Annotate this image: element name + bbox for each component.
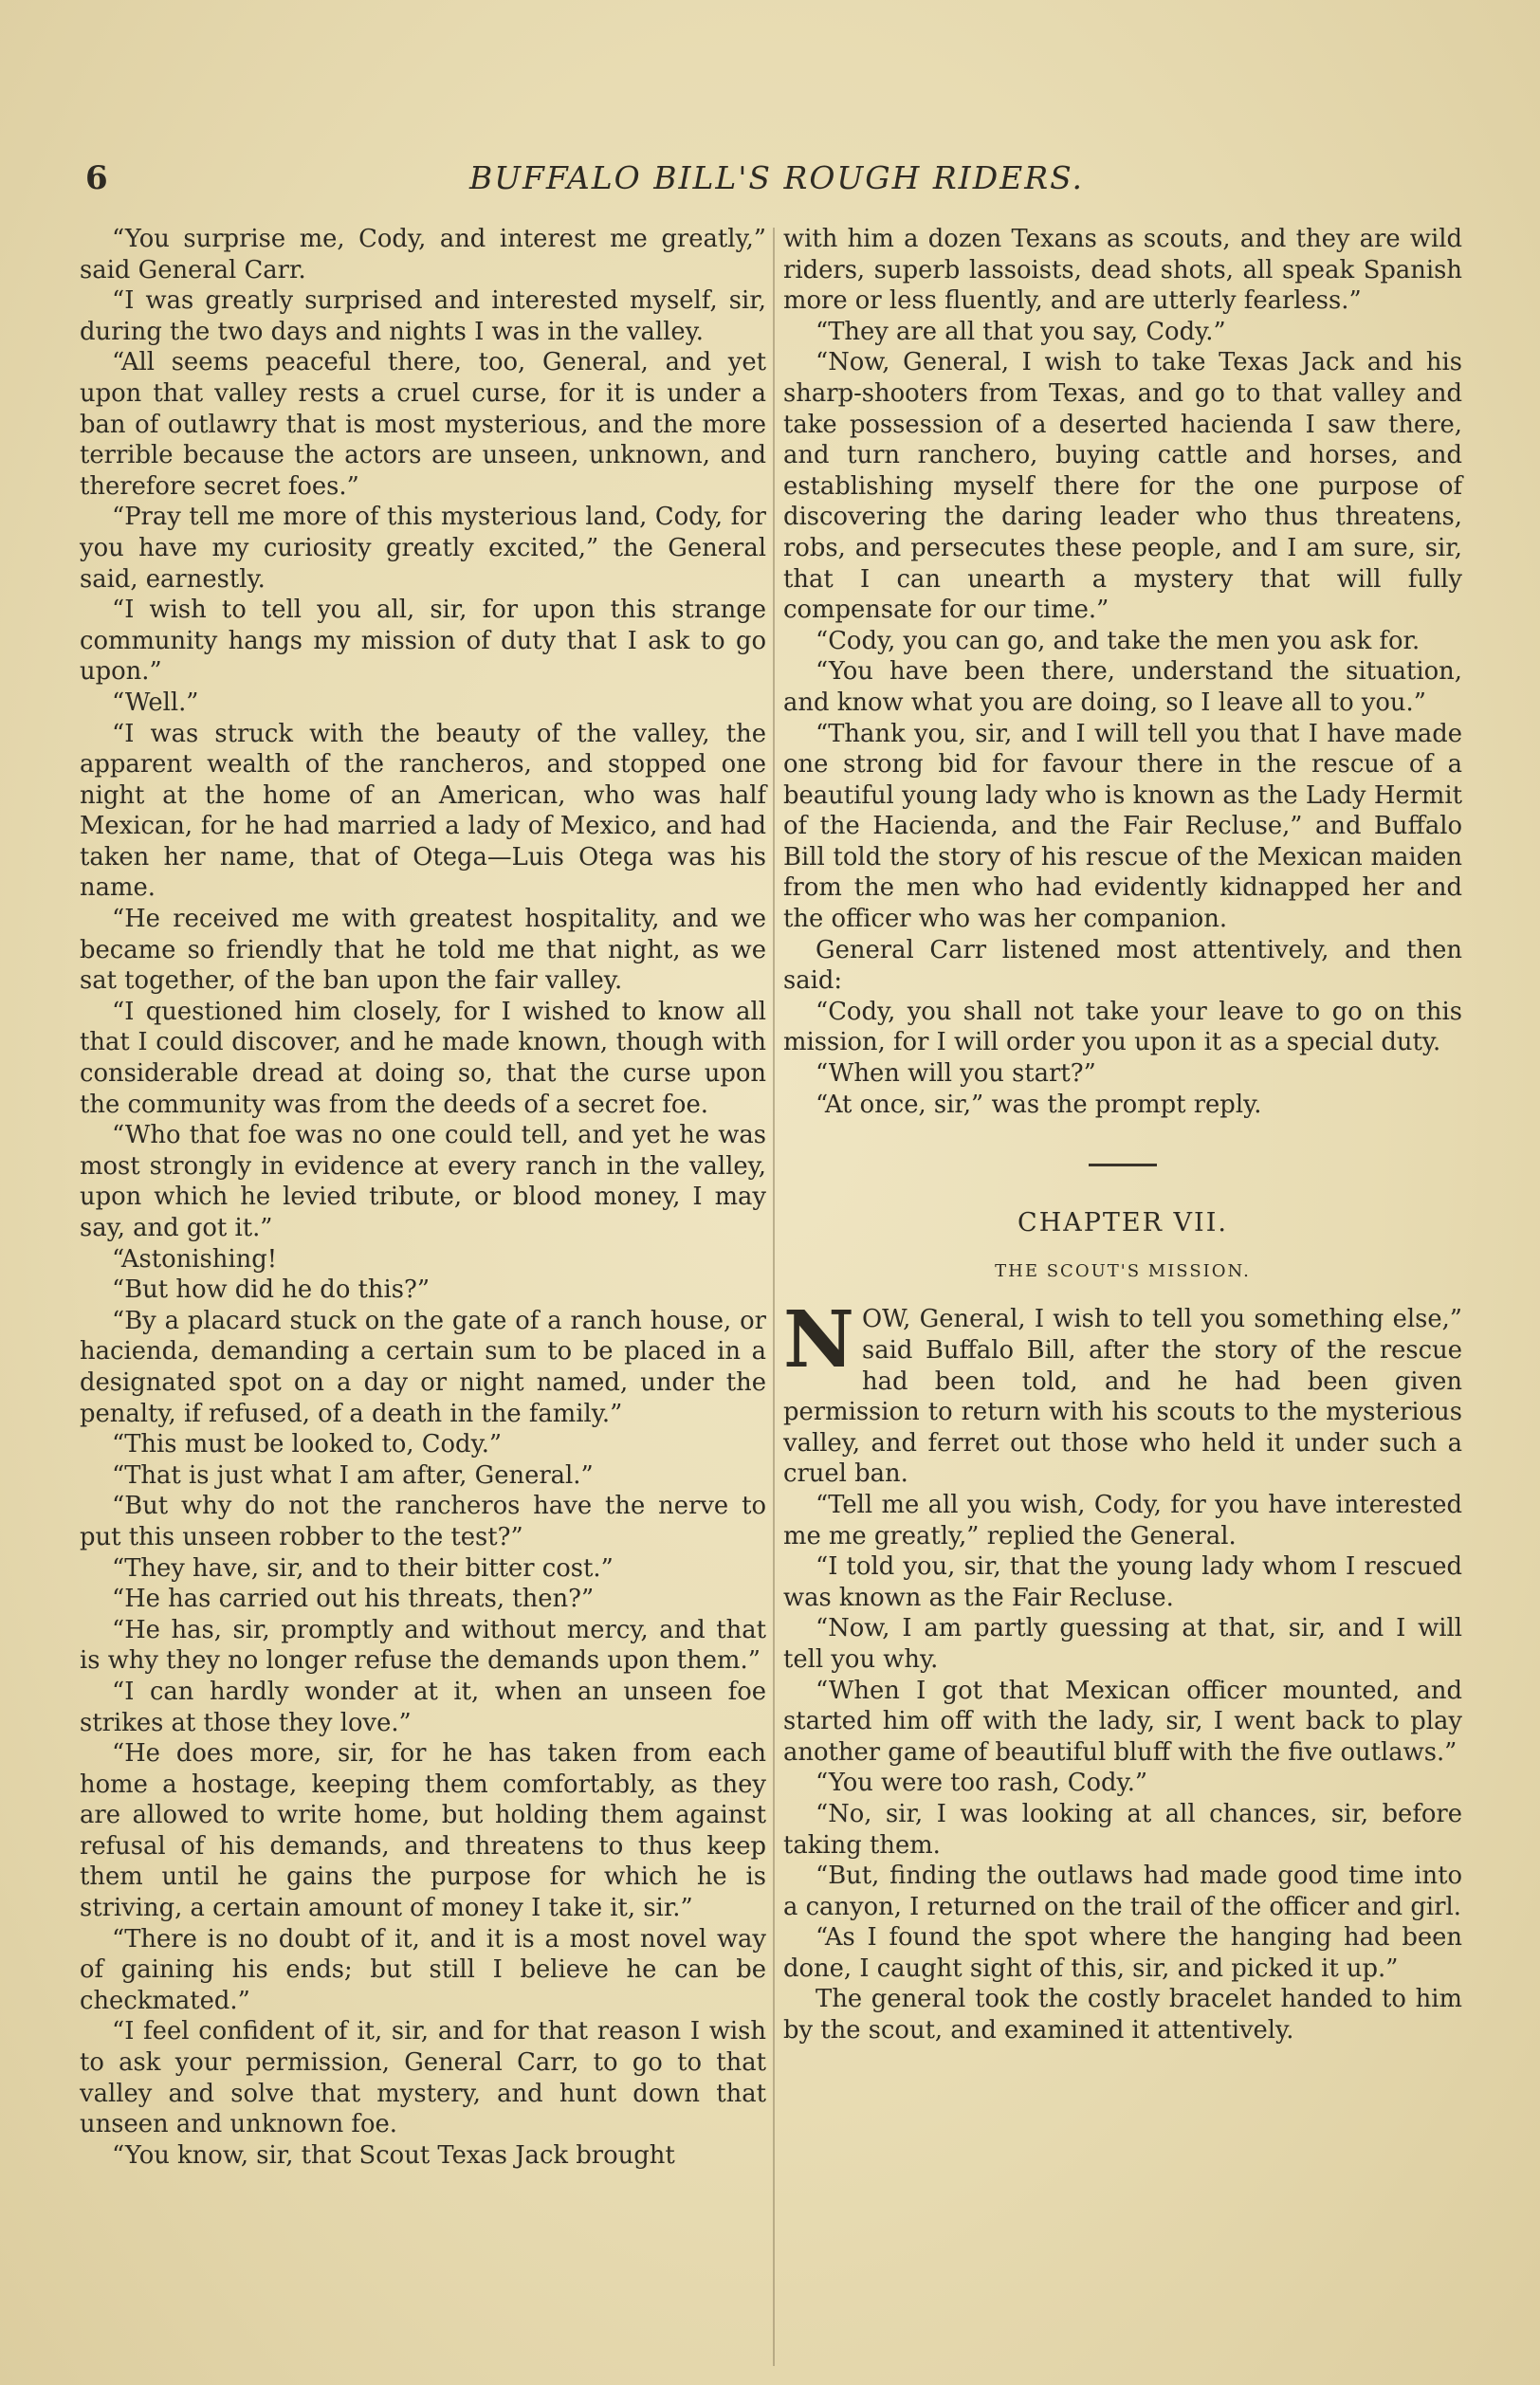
- page-number: 6: [85, 159, 108, 197]
- column-divider: [773, 228, 775, 2366]
- paragraph: “I can hardly wonder at it, when an unseen foe strikes at those they love.”: [80, 1677, 766, 1737]
- paragraph: “I questioned him closely, for I wished to know all that I could discover, and he made known, though with considerable dread at doing so, that the curse upon the community was from the deeds of a secret foe.: [80, 997, 766, 1119]
- paragraph: “At once, sir,” was the prompt reply.: [816, 1090, 1262, 1119]
- paragraph: “I told you, sir, that the young lady whom I rescued was known as the Fair Recluse.: [783, 1552, 1462, 1612]
- paragraph: “All seems peaceful there, too, General, and yet upon that valley rests a cruel curse, for it is under a ban of outlawry that is most mysterious, and the more terrible because the actors are unseen, unknown, and therefore secret foes.”: [80, 348, 766, 501]
- chapter-subtitle: THE SCOUT'S MISSION.: [995, 1260, 1251, 1281]
- left-column: [80, 224, 766, 2171]
- paragraph: “This must be looked to, Cody.”: [112, 1430, 503, 1459]
- chapter-opening-paragraph: [783, 1294, 1462, 1490]
- paragraph: “No, sir, I was looking at all chances, sir, before taking them.: [783, 1799, 1462, 1860]
- paragraph: “Thank you, sir, and I will tell you that I have made one strong bid for favour there in the rescue of a beautiful young lady who is known as the Lady Hermit of the Hacienda, and the Fair Recluse,” and Buffalo Bill told the story of his rescue of the Mexican maiden from the men who had evidently kidnapped her and the officer who was her companion.: [783, 719, 1462, 934]
- paragraph: “They are all that you say, Cody.”: [816, 317, 1226, 346]
- paragraph: “But, finding the outlaws had made good time into a canyon, I returned on the trail of the officer and girl.: [783, 1862, 1462, 1921]
- paragraph: “Well.”: [112, 688, 199, 717]
- paragraph: “Cody, you shall not take your leave to go on this mission, for I will order you upon it as a special duty.: [783, 997, 1462, 1057]
- paragraph: “When will you start?”: [816, 1059, 1096, 1089]
- page-header: [80, 159, 1474, 207]
- right-column: [783, 224, 1462, 2046]
- paragraph: “As I found the spot where the hanging had been done, I caught sight of this, sir, and picked it up.”: [783, 1923, 1462, 1983]
- section-divider: [1089, 1164, 1157, 1166]
- paragraph: “You surprise me, Cody, and interest me greatly,” said General Carr.: [80, 225, 766, 284]
- paragraph: “Pray tell me more of this mysterious land, Cody, for you have my curiosity greatly excited,” the General said, earnestly.: [80, 503, 766, 594]
- paragraph: “He received me with greatest hospitality, and we became so friendly that he told me that night, as we sat together, of the ban upon the fair valley.: [80, 905, 766, 996]
- paragraph: “I was greatly surprised and interested myself, sir, during the two days and nights I was in the valley.: [80, 286, 766, 346]
- paragraph: “I feel confident of it, sir, and for that reason I wish to ask your permission, General Carr, to go to that valley and solve that mystery, and hunt down that unseen and unknown foe.: [80, 2017, 766, 2139]
- paragraph: “But how did he do this?”: [112, 1275, 431, 1305]
- paragraph: “He does more, sir, for he has taken from each home a hostage, keeping them comfortably, as they are allowed to write home, but holding them against refusal of his demands, and threatens to thus keep them until he gains the purpose for which he is striving, a certain amount of money I take it, sir.”: [80, 1739, 766, 1923]
- paragraph: “There is no doubt of it, and it is a most novel way of gaining his ends; but still I believe he can be checkmated.”: [80, 1924, 766, 2015]
- paragraph: “He has carried out his threats, then?”: [112, 1585, 595, 1614]
- paragraph: “Now, General, I wish to take Texas Jack and his sharp-shooters from Texas, and go to that valley and take possession of a deserted hacienda I saw there, and turn ranchero, buying cattle and horses, and establishing myself there for the one purpose of discovering the daring leader who thus threatens, robs, and persecutes these people, and I am sure, sir, that I can unearth a mystery that will fully compensate for our time.”: [783, 348, 1462, 625]
- paragraph: “Cody, you can go, and take the men you ask for.: [816, 626, 1421, 655]
- paragraph: “Tell me all you wish, Cody, for you have interested me me greatly,” replied the General.: [783, 1490, 1462, 1550]
- paragraph: “Astonishing!: [112, 1244, 278, 1274]
- paragraph: “That is just what I am after, General.”: [112, 1460, 594, 1490]
- paragraph: “Who that foe was no one could tell, and yet he was most strongly in evidence at every ranch in the valley, upon which he levied tribute, or blood money, I may say, and got it.”: [80, 1121, 766, 1242]
- paragraph: “I wish to tell you all, sir, for upon this strange community hangs my mission of duty that I ask to go upon.”: [80, 596, 766, 687]
- paragraph: “You know, sir, that Scout Texas Jack brought: [112, 2140, 675, 2170]
- paragraph: “You were too rash, Cody.”: [816, 1769, 1148, 1798]
- paragraph: The general took the costly bracelet handed to him by the scout, and examined it attentively.: [783, 1985, 1462, 2046]
- paragraph: with him a dozen Texans as scouts, and they are wild riders, superb lassoists, dead shots, all speak Spanish more or less fluently, and are utterly fearless.”: [783, 225, 1462, 316]
- drop-cap-letter: N: [783, 1294, 854, 1386]
- paragraph: “I was struck with the beauty of the valley, the apparent wealth of the rancheros, and stopped one night at the home of an American, who was half Mexican, for he had married a lady of Mexico, and had taken her name, that of Otega—Luis Otega was his name.: [80, 719, 766, 903]
- paragraph: “Now, I am partly guessing at that, sir, and I will tell you why.: [783, 1614, 1462, 1674]
- paragraph: “By a placard stuck on the gate of a ranch house, or hacienda, demanding a certain sum to be placed in a designated spot on a day or night named, under the penalty, if refused, of a death in the family.”: [80, 1306, 766, 1428]
- chapter-opening-text: OW, General, I wish to tell you something else,” said Buffalo Bill, after the story of the rescue had been told, and he had been given permission to return with his scouts to the mysterious valley, and ferret out those who held it under such a cruel ban.: [783, 1305, 1462, 1489]
- chapter-heading: CHAPTER VII.: [1018, 1208, 1228, 1238]
- paragraph: “But why do not the rancheros have the nerve to put this unseen robber to the test?”: [80, 1492, 766, 1551]
- running-title: BUFFALO BILL'S ROUGH RIDERS.: [468, 159, 1085, 196]
- paragraph: “He has, sir, promptly and without mercy, and that is why they no longer refuse the demands upon them.”: [80, 1615, 766, 1676]
- paragraph: “You have been there, understand the situation, and know what you are doing, so I leave all to you.”: [783, 657, 1462, 717]
- paragraph: General Carr listened most attentively, and then said:: [783, 935, 1462, 996]
- paragraph: “When I got that Mexican officer mounted, and started him off with the lady, sir, I went back to play another game of beautiful bluff with the five outlaws.”: [783, 1676, 1462, 1767]
- paragraph: “They have, sir, and to their bitter cost.”: [112, 1553, 614, 1583]
